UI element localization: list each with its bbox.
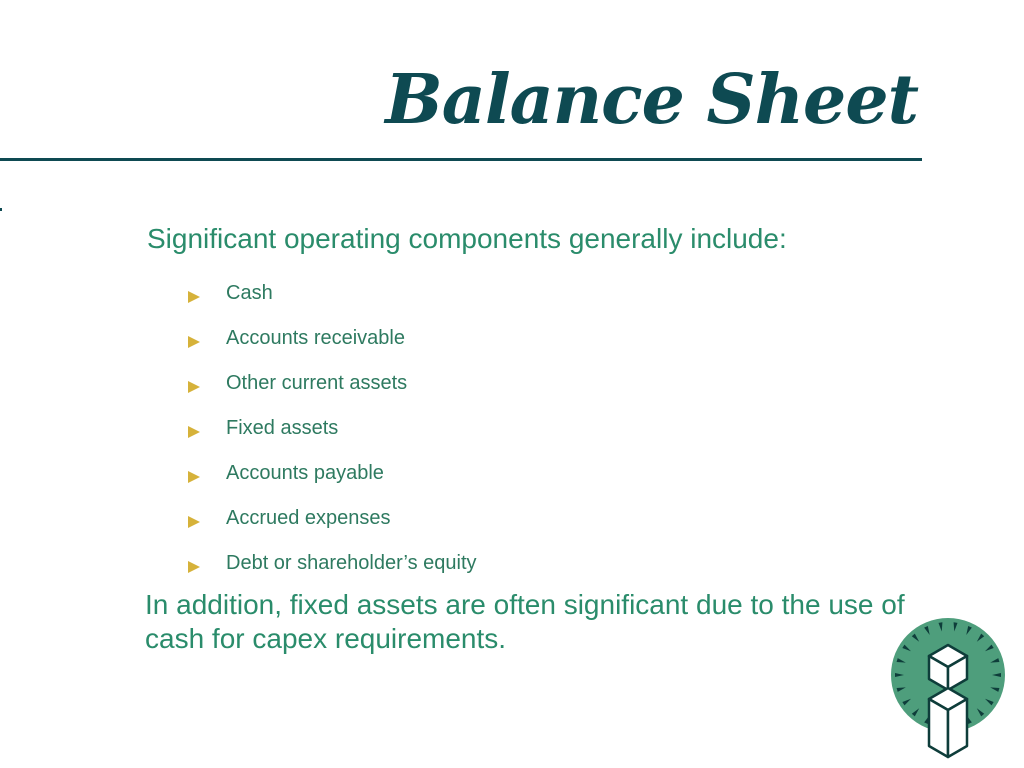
list-item (188, 361, 477, 406)
closing-text: In addition, fixed assets are often significant due to the use of cash for capex requirements. (145, 589, 905, 654)
list-item (188, 271, 477, 316)
slide-title: Balance Sheet (385, 60, 918, 140)
list-item (188, 406, 477, 451)
list-item (188, 541, 477, 586)
list-item-label: Cash (226, 282, 273, 304)
bullet-arrow-icon (188, 381, 200, 393)
list-item-label: Accounts payable (226, 462, 384, 484)
title-divider (0, 158, 922, 161)
list-item (188, 496, 477, 541)
list-item-label: Accrued expenses (226, 507, 391, 529)
bullet-arrow-icon (188, 426, 200, 438)
intro-text: Significant operating components generally include: (147, 223, 787, 254)
top-cube (929, 645, 967, 690)
list-item-label: Accounts receivable (226, 327, 405, 349)
list-item-label: Fixed assets (226, 417, 339, 439)
component-list (188, 271, 477, 586)
list-item-label: Debt or shareholder’s equity (226, 552, 477, 574)
bullet-arrow-icon (188, 471, 200, 483)
list-item-label: Other current assets (226, 372, 408, 394)
list-item (188, 316, 477, 361)
bullet-arrow-icon (188, 561, 200, 573)
bottom-block (929, 688, 967, 757)
bullet-arrow-icon (188, 291, 200, 303)
edge-mark (0, 208, 2, 211)
list-item (188, 451, 477, 496)
stacked-cubes-logo-icon (888, 615, 1008, 760)
bullet-arrow-icon (188, 516, 200, 528)
bullet-arrow-icon (188, 336, 200, 348)
